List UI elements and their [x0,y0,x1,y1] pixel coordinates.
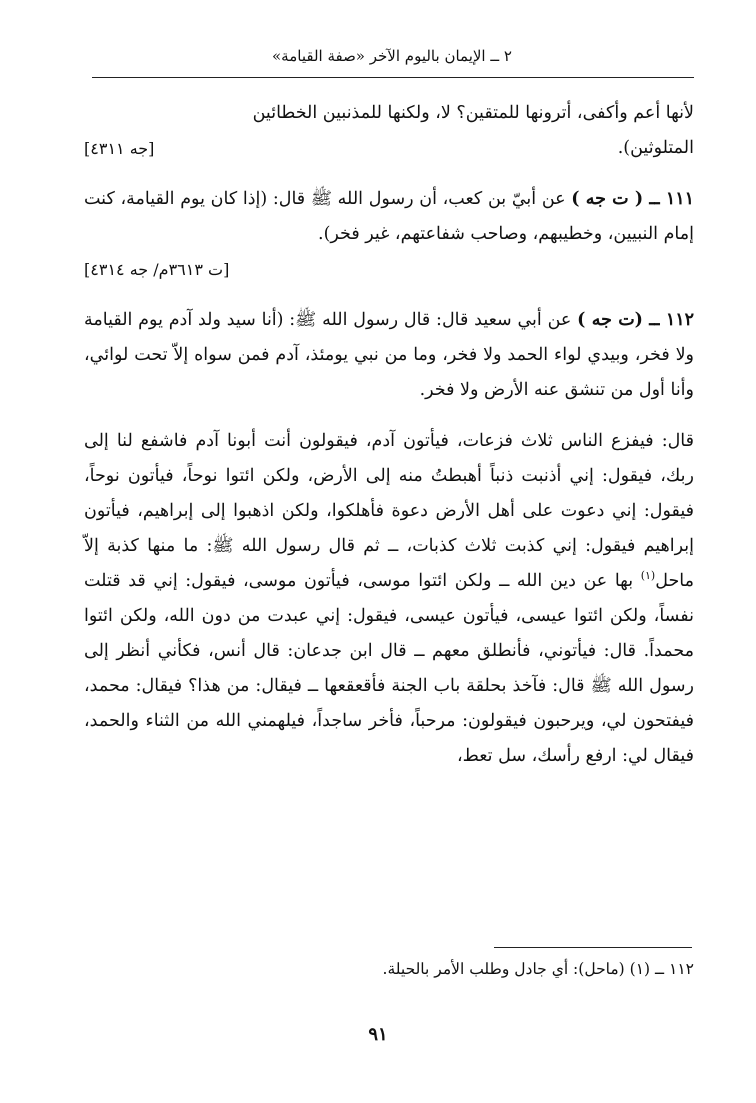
hadith-112 [84,303,694,408]
running-header: ٢ ــ الإيمان باليوم الآخر «صفة القيامة» [272,47,512,65]
footnote: ١١٢ ــ (١) (ماحل): أي جادل وطلب الأمر بالحيلة. [382,960,694,978]
continuation-line-1: لأنها أعم وأكفى، أترونها للمتقين؟ لا، ولكنها للمذنبين الخطائين [252,103,694,123]
hadith-112-continuation [84,424,694,774]
hadith-number: ١١٢ ــ (ت جه ) [577,310,695,330]
hadith-text: عن أبي سعيد قال: قال رسول الله ﷺ: (أنا سيد ولد آدم يوم القيامة ولا فخر، وبيدي لواء الحمد ولا فخر، وما من نبي يومئذ، آدم فمن سواه إلاّ تحت لوائي، وأنا أول من تنشق عنه الأرض ولا فخر. [84,310,694,400]
hadith-111 [84,182,694,287]
hadith-reference: [جه ٤٣١١] [84,139,155,158]
footnote-divider [494,947,692,948]
main-text [84,96,694,774]
paragraph-text: قال: فيفزع الناس ثلاث فزعات، فيأتون آدم، فيقولون أنت أبونا آدم فاشفع لنا إلى ربك، فيقول: إني أذنبت ذنباً أهبطتُ منه إلى الأرض، ولكن ائتوا نوحاً، فيأتون نوحاً، فيقول: إني دعوت على أهل الأرض دعوة فأهلكوا، ولكن اذهبوا إلى إبراهيم، فيأتون إبراهيم فيقول: إني كذبت ثلاث كذبات، ــ ثم قال رسول الله ﷺ: ما منها كذبة إلاّ ماحل [84,431,694,591]
header-divider [92,77,694,78]
hadith-number: ١١١ ــ ( ت جه ) [571,189,695,209]
hadith-reference: [ت ٣٦١٣م/ جه ٤٣١٤] [84,260,230,279]
footnote-marker: (١) [640,569,656,583]
page-number: ٩١ [368,1024,388,1045]
paragraph-text: بها عن دين الله ــ ولكن ائتوا موسى، فيأتون موسى، فيقول: إني قد قتلت نفساً، ولكن ائتوا عيسى، فيأتون عيسى، فيقول: إني عبدت من دون الله، ولكن ائتوا محمداً. قال: فيأتوني، فأنطلق معهم ــ قال ابن جدعان: قال أنس، فكأني أنظر إلى رسول الله ﷺ قال: فآخذ بحلقة باب الجنة فأقعقعها ــ فيقال: من هذا؟ فيقال: محمد، فيفتحون لي، ويرحبون فيقولون: مرحباً، فأخر ساجداً، فيلهمني الله من الثناء والحمد، فيقال لي: ارفع رأسك، سل تعط، [84,571,694,766]
hadith-text: عن أبيّ بن كعب، أن رسول الله ﷺ قال: (إذا كان يوم القيامة، كنت إمام النبيين، وخطيبهم، وصاحب شفاعتهم، غير فخر). [84,189,694,244]
continuation-line-2: المتلوثين). [617,138,694,158]
paragraph-continuation [84,96,694,166]
